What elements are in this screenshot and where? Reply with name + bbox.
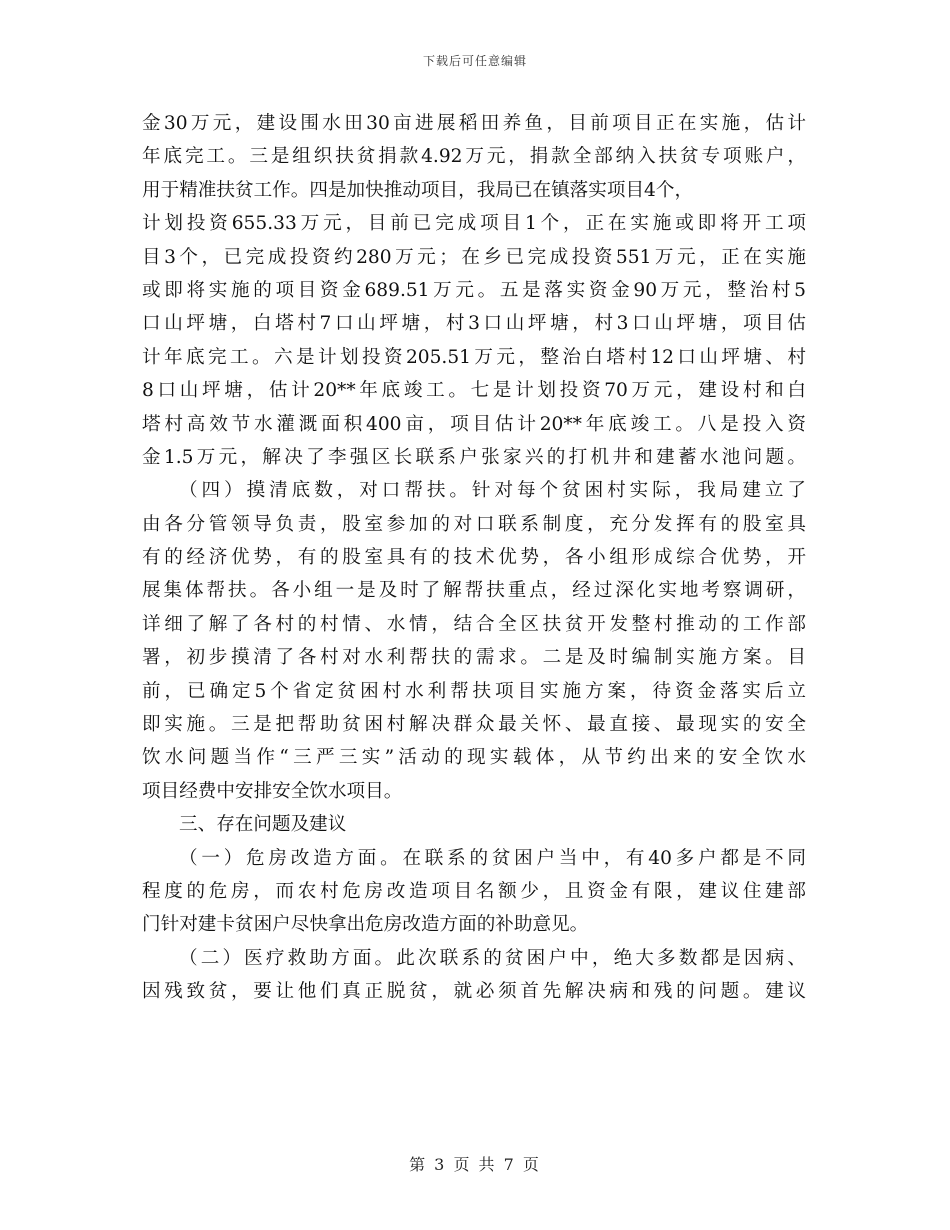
text-line: 饮水问题当作“三严三实”活动的现实载体，从节约出来的安全饮水 — [142, 747, 806, 769]
text-line: 口山坪塘，白塔村7口山坪塘，村3口山坪塘，村3口山坪塘，项目估 — [142, 313, 806, 335]
text-line: 金1.5万元，解决了李强区长联系户张家兴的打机井和建蓄水池问题。 — [142, 446, 806, 468]
text-line: 项目经费中安排安全饮水项目。 — [142, 780, 403, 802]
text-line: 8口山坪塘，估计20**年底竣工。七是计划投资70万元，建设村和白 — [142, 380, 806, 402]
text-line: （一）危房改造方面。在联系的贫困户当中，有40多户都是不同 — [179, 847, 806, 869]
document-body — [142, 107, 806, 1009]
text-line: 有的经济优势，有的股室具有的技术优势，各小组形成综合优势，开 — [142, 547, 806, 569]
text-line: 门针对建卡贫困户尽快拿出危房改造方面的补助意见。 — [142, 914, 589, 936]
text-line: 署，初步摸清了各村对水利帮扶的需求。二是及时编制实施方案。目 — [142, 647, 806, 669]
text-line: 目3个，已完成投资约280万元；在乡已完成投资551万元，正在实施 — [142, 246, 806, 268]
text-line: 详细了解了各村的村情、水情，结合全区扶贫开发整村推动的工作部 — [142, 613, 806, 635]
text-line: 由各分管领导负责，股室参加的对口联系制度，充分发挥有的股室具 — [142, 513, 806, 535]
text-line: （四）摸清底数，对口帮扶。针对每个贫困村实际，我局建立了 — [179, 480, 806, 502]
text-line: 年底完工。三是组织扶贫捐款4.92万元，捐款全部纳入扶贫专项账户， — [142, 146, 806, 168]
text-line: 金30万元，建设围水田30亩进展稻田养鱼，目前项目正在实施，估计 — [142, 113, 806, 134]
text-line: 三、存在问题及建议 — [179, 814, 347, 836]
text-line: （二）医疗救助方面。此次联系的贫困户中，绝大多数都是因病、 — [179, 947, 806, 969]
text-line: 或即将实施的项目资金689.51万元。五是落实资金90万元，整治村5 — [142, 279, 806, 301]
text-line: 塔村高效节水灌溉面积400亩，项目估计20**年底竣工。八是投入资 — [142, 413, 806, 435]
text-line: 展集体帮扶。各小组一是及时了解帮扶重点，经过深化实地考察调研， — [142, 580, 806, 602]
text-line: 即实施。三是把帮助贫困村解决群众最关怀、最直接、最现实的安全 — [142, 714, 806, 736]
page-header: 下载后可任意编辑 — [422, 54, 527, 68]
page-footer: 第 3 页 共 7 页 — [409, 1155, 541, 1174]
text-line: 程度的危房，而农村危房改造项目名额少，且资金有限，建议住建部 — [142, 880, 806, 902]
text-line: 用于精准扶贫工作。四是加快推动项目，我局已在镇落实项目4个， — [142, 179, 694, 201]
text-line: 前，已确定5个省定贫困村水利帮扶项目实施方案，待资金落实后立 — [142, 680, 806, 702]
text-line: 因残致贫，要让他们真正脱贫，就必须首先解决病和残的问题。建议 — [142, 981, 806, 1003]
text-line: 计年底完工。六是计划投资205.51万元，整治白塔村12口山坪塘、村 — [142, 346, 806, 368]
text-line: 计划投资655.33万元，目前已完成项目1个，正在实施或即将开工项 — [142, 213, 806, 235]
